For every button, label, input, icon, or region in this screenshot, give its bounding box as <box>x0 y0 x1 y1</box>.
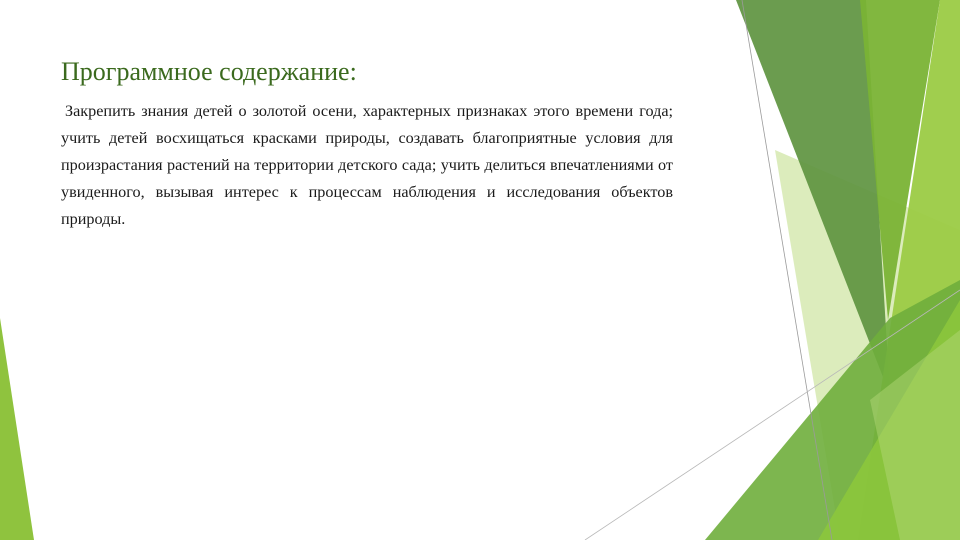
slide-body-text: Закрепить знания детей о золотой осени, характерных признаках этого времени года; учить детей восхищаться красками природы, создавать благоприятные условия для произрастания растений на территории детского сада; учить делиться впечатлениями от увиденного, вызывая интерес к процессам наблюдения и исследования объектов природы. <box>61 102 673 228</box>
slide-title: Программное содержание: <box>61 57 357 86</box>
left-green-sliver <box>0 318 34 540</box>
